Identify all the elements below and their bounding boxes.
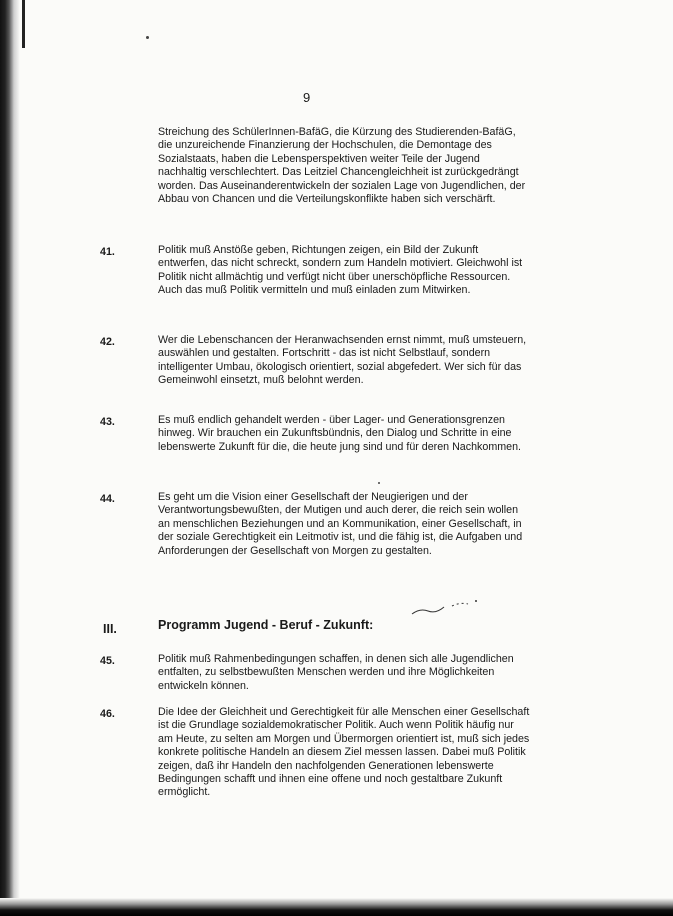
paragraph-45: Politik muß Rahmenbedingungen schaffen, in denen sich alle Jugendlichen entfalten, zu selbstbewußten Menschen werden und ihre Möglichkeiten entwickeln können. bbox=[158, 653, 514, 692]
scan-left-edge bbox=[0, 0, 20, 916]
section-title: Programm Jugend - Beruf - Zukunft: bbox=[158, 618, 374, 632]
paragraph-44: Es geht um die Vision einer Gesellschaft der Neugierigen und der Verantwortungsbewußten, der Mutigen und auch derer, die reich sein wollen an menschlichen Beziehungen und an Kommunikation, einer Gesellschaft, in der soziale Gerechtigkeit ein Leitmotiv ist, und die fähig ist, die Aufgaben und Anforderungen der Gesellschaft von Morgen zu gestalten. bbox=[158, 491, 523, 557]
scan-speck bbox=[146, 36, 149, 39]
paragraph-number-44: 44. bbox=[100, 493, 115, 505]
paragraph-43: Es muß endlich gehandelt werden - über Lager- und Generationsgrenzen hinweg. Wir brauchen ein Zukunftsbündnis, den Dialog und Schritte in eine lebenswerte Zukunft für die, die heute jung sind und für deren Nachkommen. bbox=[158, 414, 521, 453]
paragraph-number-42: 42. bbox=[100, 336, 115, 348]
page-number: 9 bbox=[303, 90, 311, 105]
paragraph-number-41: 41. bbox=[100, 246, 115, 258]
scan-speck bbox=[378, 482, 380, 484]
scan-top-mark bbox=[22, 0, 25, 48]
paragraph-46: Die Idee der Gleichheit und Gerechtigkeit für alle Menschen einer Gesellschaft ist die Grundlage sozialdemokratischer Politik. Auch wenn Politik häufig nur am Heute, zu selten am Morgen und Übermorgen orientiert ist, muß sich jedes konkrete politische Handeln an diesem Ziel messen lassen. Dabei muß Politik zeigen, daß ihr Handeln den nachfolgenden Generationen lebenswerte Bedingungen schafft und ihnen eine offene und noch gestaltbare Zukunft ermöglicht. bbox=[158, 706, 530, 799]
section-number: III. bbox=[103, 622, 117, 636]
pen-scribble bbox=[410, 598, 480, 618]
paragraph-number-43: 43. bbox=[100, 416, 115, 428]
scan-bottom-edge bbox=[0, 898, 673, 916]
paragraph-41: Politik muß Anstöße geben, Richtungen zeigen, ein Bild der Zukunft entwerfen, das nicht schreckt, sondern zum Handeln motiviert. Gleichwohl ist Politik nicht allmächtig und verfügt nicht über unerschöpfliche Ressourcen. Auch das muß Politik vermitteln und muß einladen zum Mitwirken. bbox=[158, 244, 523, 297]
paragraph-number-45: 45. bbox=[100, 655, 115, 667]
paragraph-number-46: 46. bbox=[100, 708, 115, 720]
paragraph-42: Wer die Lebenschancen der Heranwachsenden ernst nimmt, muß umsteuern, auswählen und gestalten. Fortschritt - das ist nicht Selbstlauf, sondern intelligenter Umbau, ökologisch orientiert, sozial abgefedert. Wer sich für das Gemeinwohl einsetzt, muß belohnt werden. bbox=[158, 334, 527, 387]
intro-paragraph: Streichung des SchülerInnen-BafäG, die Kürzung des Studierenden-BafäG, die unzureichende Finanzierung der Hochschulen, die Demontage des Sozialstaats, haben die Lebensperspektiven weiter Teile der Jugend nachhaltig verschlechtert. Das Leitziel Chancengleichheit ist zurückgedrängt worden. Das Auseinanderentwickeln der sozialen Lage von Jugendlichen, der Abbau von Chancen und die Verteilungskonflikte haben sich verschärft. bbox=[158, 126, 526, 206]
